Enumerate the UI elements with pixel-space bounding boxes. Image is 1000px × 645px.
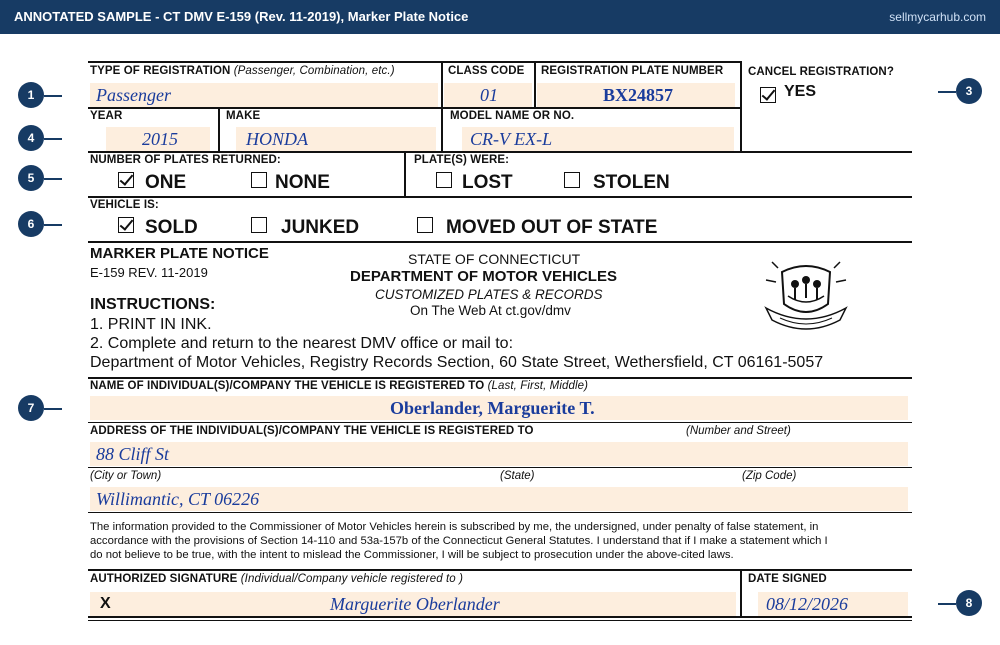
vehicle-is-label: VEHICLE IS: [90,199,159,211]
plate-number-label: REGISTRATION PLATE NUMBER [541,65,724,77]
marker-7-line [44,408,62,410]
rule-v5 [441,107,443,151]
rule-address-under [88,467,912,468]
division-name: CUSTOMIZED PLATES & RECORDS [375,287,603,302]
plate-number-field[interactable] [537,83,735,107]
rule-row1 [88,107,740,109]
date-signed-value: 08/12/2026 [766,594,849,614]
model-value: CR-V EX-L [470,129,553,149]
vehicle-moved-checkbox[interactable] [417,217,433,233]
instruction-step-2: 2. Complete and return to the nearest DMV office or mail to: [90,335,514,352]
city-state-zip-field[interactable] [90,487,908,511]
rule-v1 [441,61,443,107]
rule-v3 [740,61,742,151]
marker-4: 4 [18,125,44,151]
marker-5: 5 [18,165,44,191]
plates-stolen-label: STOLEN [593,172,670,193]
instruction-step-1: 1. PRINT IN INK. [90,316,212,333]
plates-one-label: ONE [145,172,187,193]
city-label: (City or Town) [90,470,162,482]
rule-bottom [88,616,912,618]
year-label: YEAR [90,110,123,122]
make-value: HONDA [246,129,308,149]
date-signed-label: DATE SIGNED [748,573,827,585]
signature-x-mark: X [100,595,111,612]
site-link[interactable]: sellmycarhub.com [889,10,986,24]
rule-name-under [88,422,912,423]
type-field[interactable] [90,83,438,107]
cancel-yes-checkbox[interactable] [760,87,776,103]
state-seal-icon [760,258,852,334]
vehicle-moved-label: MOVED OUT OF STATE [446,217,658,238]
zip-label: (Zip Code) [742,470,797,482]
state-label: (State) [500,470,535,482]
form-revision: E-159 REV. 11-2019 [90,265,208,280]
rule-bottom-2 [88,620,912,621]
marker-3-line [938,91,956,93]
plates-none-checkbox[interactable] [251,172,267,188]
cancel-yes-label: YES [784,83,817,100]
marker-7: 7 [18,395,44,421]
marker-4-line [44,138,62,140]
department-name: DEPARTMENT OF MOTOR VEHICLES [350,268,617,285]
marker-3: 3 [956,78,982,104]
plates-lost-checkbox[interactable] [436,172,452,188]
owner-name-label: NAME OF INDIVIDUAL(S)/COMPANY THE VEHICLE IS REGISTERED TO (Last, First, Middle) [90,380,589,392]
header-bar [0,0,1000,34]
marker-6-line [44,224,62,226]
rule-row4 [88,241,912,243]
marker-8: 8 [956,590,982,616]
model-field[interactable] [462,127,734,151]
rule-row6 [88,569,912,571]
class-code-field[interactable] [444,83,532,107]
header-title: ANNOTATED SAMPLE - CT DMV E-159 (Rev. 11-2019), Marker Plate Notice [14,9,469,24]
year-field[interactable] [106,127,210,151]
plates-one-checkbox[interactable] [118,172,134,188]
plates-none-label: NONE [275,172,330,193]
web-address: On The Web At ct.gov/dmv [410,303,571,318]
type-value: Passenger [96,85,171,105]
owner-name-field[interactable] [90,396,908,420]
rule-top [88,61,740,63]
type-label: TYPE OF REGISTRATION (Passenger, Combination, etc.) [90,65,395,77]
class-code-value: 01 [480,85,498,105]
signature-label: AUTHORIZED SIGNATURE (Individual/Company vehicle registered to ) [90,573,464,585]
year-value: 2015 [142,129,178,149]
owner-address-field[interactable] [90,442,908,466]
cancel-registration-label: CANCEL REGISTRATION? [748,66,894,78]
marker-5-line [44,178,62,180]
marker-6: 6 [18,211,44,237]
legal-line-1: The information provided to the Commissioner of Motor Vehicles herein is subscribed by me, the undersigned, under penalty of false statement, in [90,521,819,533]
notice-title: MARKER PLATE NOTICE [90,245,269,262]
vehicle-sold-checkbox[interactable] [118,217,134,233]
legal-line-2: accordance with the provisions of Section 14-110 and 53a-157b of the Connecticut General Statutes. I understand that if I make a statement which I [90,535,828,547]
rule-row3 [88,196,912,198]
plates-were-label: PLATE(S) WERE: [414,154,510,166]
rule-v7 [740,569,742,616]
address-hint: (Number and Street) [686,425,791,437]
vehicle-junked-checkbox[interactable] [251,217,267,233]
mailing-address: Department of Motor Vehicles, Registry Records Section, 60 State Street, Wethersfield, CT 06161-5057 [90,354,824,371]
marker-1-line [44,95,62,97]
signature-field[interactable] [90,592,736,616]
rule-v2 [534,61,536,107]
owner-name-value: Oberlander, Marguerite T. [390,398,595,418]
rule-city-under [88,512,912,513]
legal-line-3: do not believe to be true, with the intent to mislead the Commissioner, I will be subject to prosecution under the above-cited laws. [90,549,734,561]
signature-value: Marguerite Oberlander [330,594,500,614]
city-state-zip-value: Willimantic, CT 06226 [96,489,260,509]
model-label: MODEL NAME OR NO. [450,110,575,122]
instructions-title: INSTRUCTIONS: [90,296,216,313]
marker-8-line [938,603,956,605]
make-label: MAKE [226,110,261,122]
make-field[interactable] [236,127,436,151]
plates-returned-label: NUMBER OF PLATES RETURNED: [90,154,281,166]
marker-1: 1 [18,82,44,108]
date-signed-field[interactable] [758,592,908,616]
owner-address-label: ADDRESS OF THE INDIVIDUAL(S)/COMPANY THE VEHICLE IS REGISTERED TO [90,425,534,437]
class-code-label: CLASS CODE [448,65,525,77]
vehicle-sold-label: SOLD [145,217,198,238]
rule-v4 [218,107,220,151]
rule-row2 [88,151,912,153]
plates-stolen-checkbox[interactable] [564,172,580,188]
plate-number-value: BX24857 [603,85,674,105]
plates-lost-label: LOST [462,172,513,193]
rule-row5 [88,377,912,379]
rule-v6 [404,151,406,196]
state-name: STATE OF CONNECTICUT [408,251,581,267]
owner-address-value: 88 Cliff St [96,444,170,464]
vehicle-junked-label: JUNKED [281,217,360,238]
